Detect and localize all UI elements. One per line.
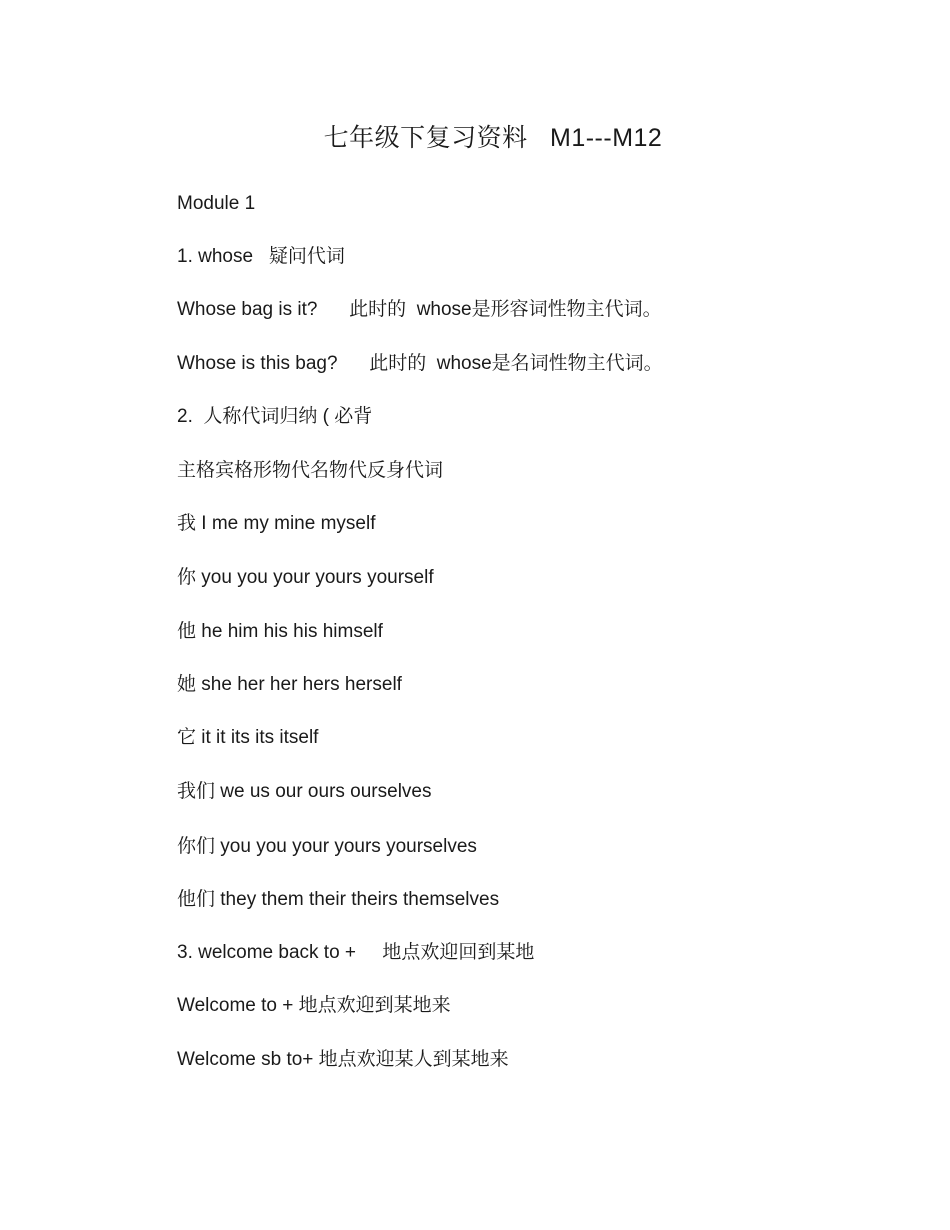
text-line: 3. welcome back to + 地点欢迎回到某地 xyxy=(177,942,535,963)
text-line: 我们 we us our ours ourselves xyxy=(177,781,432,802)
text-line: 我 I me my mine myself xyxy=(177,513,376,534)
text-line: Whose is this bag? 此时的 whose是名词性物主代词。 xyxy=(177,353,663,374)
text-line: Welcome sb to+ 地点欢迎某人到某地来 xyxy=(177,1049,509,1070)
text-line: 他 he him his his himself xyxy=(177,621,383,642)
text-line: 你们 you you your yours yourselves xyxy=(177,836,477,857)
page-title: 七年级下复习资料 M1---M12 xyxy=(323,124,663,152)
text-line: 主格宾格形物代名物代反身代词 xyxy=(177,460,444,481)
text-line: 它 it it its its itself xyxy=(177,727,319,748)
text-line: Welcome to + 地点欢迎到某地来 xyxy=(177,995,451,1016)
text-line: Module 1 xyxy=(177,193,256,214)
text-line: 1. whose 疑问代词 xyxy=(177,246,345,267)
text-line: 她 she her her hers herself xyxy=(177,674,402,695)
text-line: 2. 人称代词归纳 ( 必背 xyxy=(177,406,373,427)
text-line: 他们 they them their theirs themselves xyxy=(177,889,500,910)
text-line: Whose bag is it? 此时的 whose是形容词性物主代词。 xyxy=(177,299,662,320)
text-line: 你 you you your yours yourself xyxy=(177,567,434,588)
